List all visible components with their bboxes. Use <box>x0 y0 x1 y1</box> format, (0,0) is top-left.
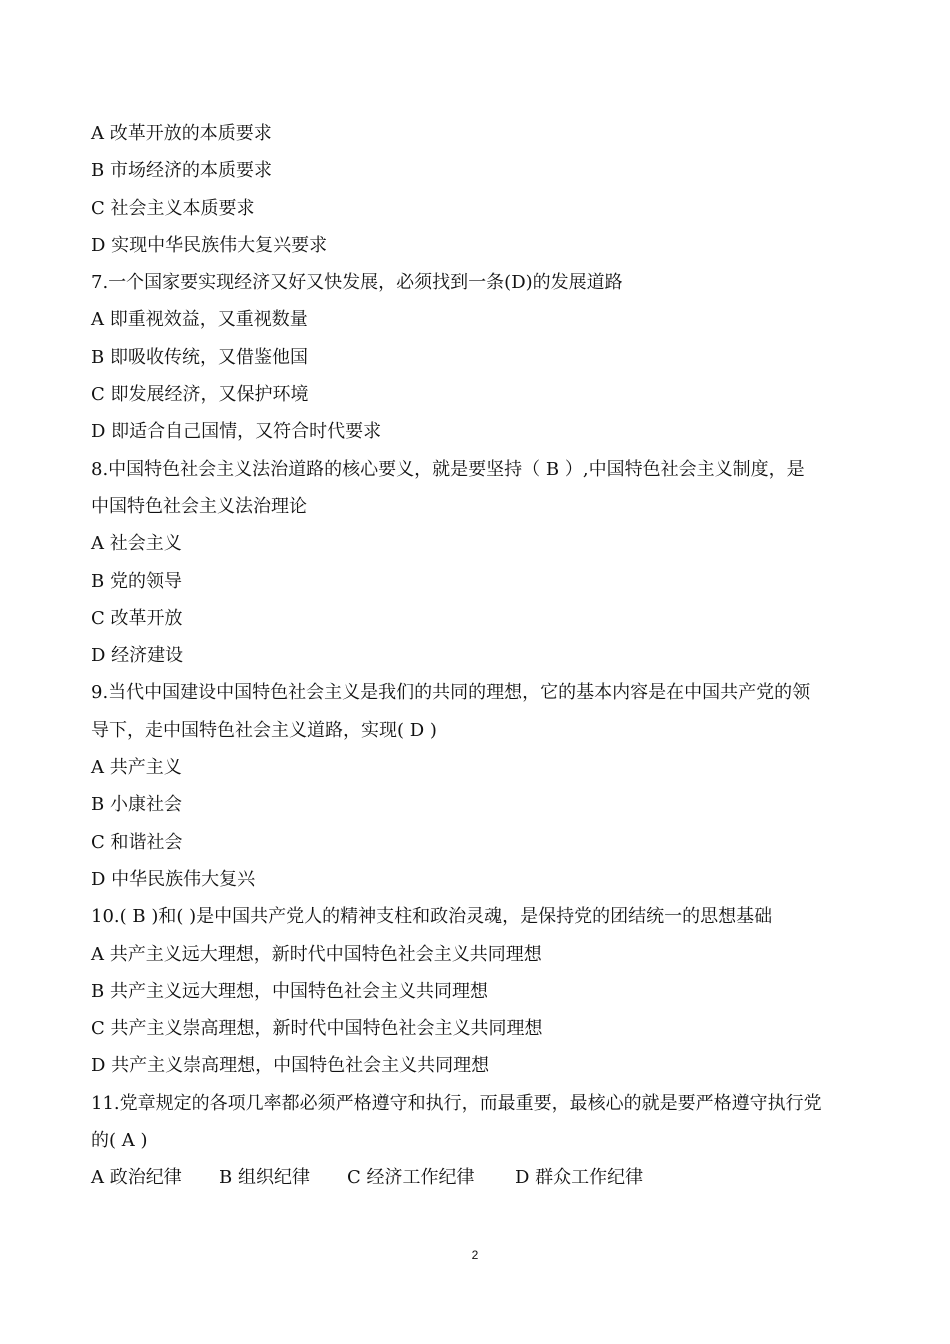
q9-option-a: A 共产主义 <box>91 757 182 779</box>
q9-question-line1: 9.当代中国建设中国特色社会主义是我们的共同的理想，它的基本内容是在中国共产党的领 <box>91 682 811 704</box>
question-content <box>91 115 871 1197</box>
q11-option-d: D 群众工作纪律 <box>515 1167 644 1189</box>
q9-option-d: D 中华民族伟大复兴 <box>91 868 256 890</box>
q7-option-a: A 即重视效益，又重视数量 <box>91 309 308 331</box>
q9-option-c: C 和谐社会 <box>91 831 183 853</box>
q8-option-a: A 社会主义 <box>91 533 182 555</box>
q7-option-c: C 即发展经济，又保护环境 <box>91 384 309 406</box>
q10-option-c: C 共产主义崇高理想，新时代中国特色社会主义共同理想 <box>91 1018 543 1040</box>
q8-question-line2: 中国特色社会主义法治理论 <box>91 495 307 517</box>
q8-option-d: D 经济建设 <box>91 645 184 667</box>
q11-question-line2: 的( A ) <box>91 1130 148 1152</box>
q10-option-a: A 共产主义远大理想，新时代中国特色社会主义共同理想 <box>91 943 542 965</box>
q8-option-c: C 改革开放 <box>91 607 183 629</box>
q6-option-a: A 改革开放的本质要求 <box>91 123 272 144</box>
q9-option-b: B 小康社会 <box>91 794 182 816</box>
q10-question: 10.( B )和( )是中国共产党人的精神支柱和政治灵魂，是保持党的团结统一的思想基础 <box>91 906 773 928</box>
page-number: 2 <box>471 1248 479 1262</box>
q11-option-c: C 经济工作纪律 <box>347 1167 475 1189</box>
q7-option-b: B 即吸收传统，又借鉴他国 <box>91 346 308 368</box>
q9-question-line2: 导下，走中国特色社会主义道路，实现( D ) <box>91 719 437 741</box>
q7-question: 7.一个国家要实现经济又好又快发展，必须找到一条(D)的发展道路 <box>91 272 623 294</box>
q8-option-b: B 党的领导 <box>91 570 182 592</box>
q10-option-b: B 共产主义远大理想，中国特色社会主义共同理想 <box>91 980 488 1002</box>
q6-option-c: C 社会主义本质要求 <box>91 197 255 219</box>
q8-question-line1: 8.中国特色社会主义法治道路的核心要义，就是要坚持（ B ）,中国特色社会主义制度，是 <box>91 458 805 480</box>
q6-option-b: B 市场经济的本质要求 <box>91 160 272 182</box>
q6-option-d: D 实现中华民族伟大复兴要求 <box>91 234 328 256</box>
q10-option-d: D 共产主义崇高理想，中国特色社会主义共同理想 <box>91 1055 490 1077</box>
q11-options-row <box>91 1159 871 1196</box>
q11-option-b: B 组织纪律 <box>219 1167 310 1189</box>
q7-option-d: D 即适合自己国情，又符合时代要求 <box>91 421 382 443</box>
q11-question-line1: 11.党章规定的各项几率都必须严格遵守和执行，而最重要，最核心的就是要严格遵守执行党 <box>91 1092 822 1114</box>
q11-option-a: A 政治纪律 <box>91 1167 182 1189</box>
